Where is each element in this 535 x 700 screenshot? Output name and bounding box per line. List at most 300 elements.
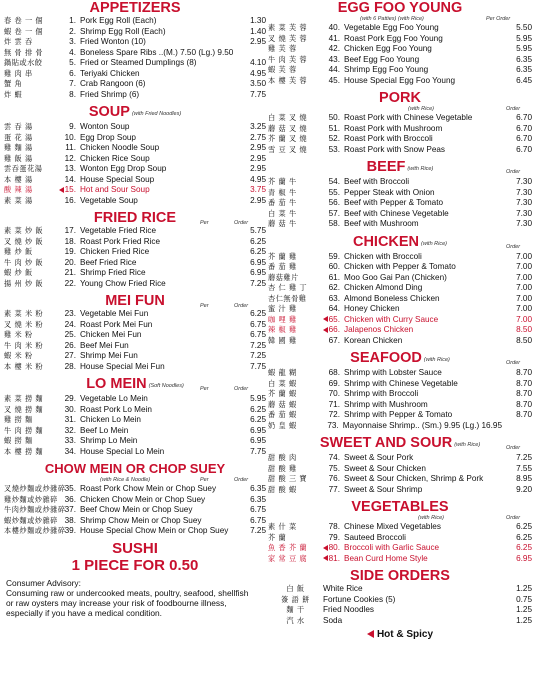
chinese-name: 雞 米 粉 <box>4 330 33 339</box>
menu-item <box>4 526 266 537</box>
item-number <box>52 79 80 90</box>
menu-item <box>4 405 266 416</box>
menu-item <box>4 48 266 59</box>
item-price: 7.30 <box>516 198 532 207</box>
vegetables-title-text: VEGETABLES <box>351 499 449 515</box>
mei-fun-col-per: Per <box>200 303 209 309</box>
item-number <box>316 44 344 55</box>
item-name: Roast Pork Fried Rice <box>80 236 161 246</box>
menu-item <box>268 188 532 199</box>
item-name: Chicken Fried Rice <box>80 247 150 256</box>
menu-item <box>268 616 532 627</box>
lo-mein-subtitle: (Soft Noodles) <box>148 383 184 389</box>
item-number <box>315 421 343 432</box>
item-number-text: 80. <box>328 543 340 552</box>
menu-item <box>4 237 266 248</box>
item-number <box>316 124 344 135</box>
left-column <box>4 0 266 618</box>
item-number-text: 73. <box>327 420 339 430</box>
lo-mein-title <box>4 376 266 394</box>
item-price: 7.25 <box>250 351 266 360</box>
item-number-text: 25. <box>64 330 76 339</box>
item-price: 6.35 <box>516 65 532 74</box>
menu-item <box>268 605 532 616</box>
item-number-text: 71. <box>328 399 340 409</box>
item-number-text: 26. <box>64 340 76 350</box>
item-name: Chicken Egg Foo Young <box>344 44 432 53</box>
item-price: 3.25 <box>250 122 266 131</box>
seafood-list <box>268 368 532 431</box>
menu-item <box>4 143 266 154</box>
item-name: Honey Chicken <box>344 304 400 313</box>
item-name: Shrimp Lo Mein <box>80 436 138 445</box>
chicken-subtitle: (with Rice) <box>421 240 448 247</box>
item-number <box>316 252 344 263</box>
item-number-text: 30. <box>64 404 76 414</box>
menu-item <box>4 196 266 207</box>
soup-subtitle: (with Fried Noodles) <box>131 111 182 117</box>
item-price: 7.25 <box>250 278 266 288</box>
item-name: Vegetable Fried Rice <box>80 226 157 235</box>
item-number <box>52 505 80 516</box>
item-number <box>316 273 344 284</box>
item-number-text: 41. <box>328 33 340 43</box>
item-number <box>52 226 80 237</box>
item-price: 2.95 <box>250 195 266 205</box>
menu-item <box>268 584 532 595</box>
item-name: Chicken Noodle Soup <box>80 143 160 152</box>
menu-item <box>4 90 266 101</box>
chinese-name: 蘑 菇 牛 <box>268 219 297 228</box>
item-price: 8.70 <box>516 410 532 419</box>
chinese-name: 本 樓 湯 <box>4 174 33 184</box>
item-price: 6.35 <box>516 54 532 64</box>
item-price: 7.00 <box>516 293 532 303</box>
menu-item <box>4 426 266 437</box>
item-price: 1.25 <box>516 584 532 593</box>
item-price: 6.25 <box>250 309 266 318</box>
chinese-name: 素 菜 撈 麵 <box>4 394 44 403</box>
item-number <box>52 258 80 269</box>
item-number <box>52 447 80 458</box>
item-number <box>316 65 344 76</box>
menu-item <box>268 368 532 379</box>
item-name: Jalapenos Chicken <box>344 325 414 334</box>
item-price: 6.25 <box>516 532 532 542</box>
item-number-text: 33. <box>64 436 76 445</box>
egg-foo-young-list <box>268 23 532 86</box>
item-number-text: 13. <box>64 164 76 173</box>
item-number-text: 18. <box>64 236 76 246</box>
chinese-name: 蝦 芙 蓉 <box>268 65 297 74</box>
item-price: 7.00 <box>516 272 532 282</box>
menu-item <box>4 362 266 373</box>
menu-item <box>4 185 266 196</box>
item-price: 7.30 <box>516 208 532 218</box>
chinese-name: 奶 皇 蝦 <box>268 420 297 430</box>
item-number-text: 23. <box>64 309 76 318</box>
item-number <box>316 34 344 45</box>
item-number <box>316 23 344 34</box>
chinese-name: 甜 酸 蝦 <box>268 484 297 494</box>
chow-mein-subtitle: (with Rice & Noodle) <box>100 477 151 483</box>
appetizers-title: APPETIZERS <box>89 0 181 16</box>
sweet-sour-subtitle: (with Rice) <box>454 442 481 448</box>
item-price: 6.95 <box>250 425 266 435</box>
chinese-name: 雞 飯 湯 <box>4 153 33 163</box>
item-number-text: 61. <box>328 272 340 282</box>
item-number <box>52 394 80 405</box>
item-name: Almond Boneless Chicken <box>344 293 440 303</box>
menu-item <box>268 294 532 305</box>
item-number-text: 11. <box>65 143 76 152</box>
menu-item <box>4 164 266 175</box>
item-price: 3.75 <box>250 185 266 194</box>
item-name: Chicken with Pepper & Tomato <box>344 262 456 271</box>
item-number <box>316 209 344 220</box>
chinese-name: 蛋 花 湯 <box>4 132 33 142</box>
item-name: Beef Lo Mein <box>80 425 129 435</box>
menu-item <box>268 522 532 533</box>
item-number <box>316 283 344 294</box>
item-price: 8.70 <box>516 368 532 377</box>
menu-item <box>268 273 532 284</box>
item-number-text: 28. <box>64 361 76 371</box>
item-number-text: 16. <box>64 195 76 205</box>
item-number-text: 35. <box>64 484 76 493</box>
chinese-name: 杏仁無骨雞 <box>268 293 307 303</box>
item-price: 5.95 <box>250 394 266 403</box>
menu-item <box>268 145 532 156</box>
item-name: Shrimp Chow Mein or Chop Suey <box>80 515 202 525</box>
item-number-text: 59. <box>328 251 340 261</box>
item-price: 6.35 <box>250 494 266 504</box>
item-name: Sweet & Sour Chicken <box>344 463 426 473</box>
item-number-text: 29. <box>64 394 76 403</box>
item-number <box>52 164 80 175</box>
item-number <box>316 389 344 400</box>
item-name: Chicken Almond Ding <box>344 283 423 292</box>
item-price: 6.70 <box>516 123 532 133</box>
menu-item <box>268 209 532 220</box>
item-number <box>316 379 344 390</box>
item-price: 7.75 <box>250 446 266 456</box>
item-number <box>52 27 80 38</box>
item-number <box>52 526 80 537</box>
chinese-name: 雲吞蛋花湯 <box>4 164 43 173</box>
chinese-name: 春 卷 一 個 <box>4 16 44 25</box>
item-price: 6.75 <box>250 505 266 514</box>
item-name: Chicken Mei Fun <box>80 330 142 339</box>
chinese-name: 芥 蘭 <box>268 532 287 542</box>
item-name: Vegetable Lo Mein <box>80 394 148 403</box>
chinese-name: 家 常 豆 腐 <box>268 553 308 563</box>
item-number <box>52 495 80 506</box>
item-number-text: 8. <box>69 89 76 99</box>
chicken-col-order: Order <box>506 243 521 250</box>
item-name: House Special Egg Foo Young <box>344 75 456 85</box>
item-price: 6.25 <box>250 236 266 246</box>
chinese-name: 叉 燒 撈 麵 <box>4 404 44 414</box>
item-price: 6.25 <box>250 415 266 424</box>
chinese-name: 汽 水 <box>286 615 305 625</box>
item-name: Sweet & Sour Chicken, Shrimp & Pork <box>344 474 484 483</box>
chow-mein-list <box>4 484 266 537</box>
item-number <box>52 436 80 447</box>
chicken-title <box>268 234 532 252</box>
item-price: 5.50 <box>516 23 532 32</box>
chinese-name: 蘑菇雞片 <box>268 272 299 282</box>
item-number-text: 6. <box>69 68 76 78</box>
item-number <box>52 405 80 416</box>
lo-mein-list <box>4 394 266 457</box>
item-number <box>316 485 344 496</box>
item-number <box>316 325 344 336</box>
menu-item <box>4 484 266 495</box>
item-number-text: 52. <box>328 134 340 143</box>
right-column <box>268 0 532 641</box>
menu-item <box>268 198 532 209</box>
item-name: Egg Drop Soup <box>80 132 136 142</box>
chinese-name: 雞 麵 湯 <box>4 143 33 152</box>
chinese-name: 白 菜 牛 <box>268 208 297 218</box>
item-number-text: 67. <box>328 335 340 345</box>
item-price: 7.30 <box>516 177 532 186</box>
item-number <box>316 113 344 124</box>
item-price: 4.10 <box>250 58 266 67</box>
item-number-text: 12. <box>64 153 76 163</box>
item-price: 6.25 <box>516 543 532 552</box>
item-name: Shrimp Fried Rice <box>80 268 146 277</box>
item-name: Soda <box>323 615 343 625</box>
chinese-name: 牛 肉 撈 麵 <box>4 425 44 435</box>
item-number-text: 2. <box>69 26 76 36</box>
chinese-name: 蜜 汁 雞 <box>268 304 297 313</box>
sweet-sour-list <box>268 453 532 495</box>
menu-item <box>268 554 532 565</box>
item-price: 7.30 <box>516 187 532 197</box>
item-number-text: 20. <box>64 257 76 267</box>
item-name: Roast Pork Egg Foo Young <box>344 33 443 43</box>
item-name: Roast Pork Lo Mein <box>80 404 152 414</box>
item-name: Shrimp Egg Foo Young <box>344 65 429 74</box>
item-price: 5.75 <box>250 226 266 235</box>
item-number-text: 9. <box>69 122 76 131</box>
hot-spicy-label: Hot & Spicy <box>376 629 434 640</box>
item-price: 1.25 <box>516 605 532 614</box>
item-name: Teriyaki Chicken <box>80 68 140 78</box>
item-number <box>52 484 80 495</box>
item-name: Boneless Spare Ribs ..(M.) 7.50 (Lg.) 9.50 <box>80 47 234 57</box>
menu-item <box>268 421 532 432</box>
item-number <box>52 90 80 101</box>
menu-item <box>268 453 532 464</box>
chinese-name: 麵 干 <box>286 605 305 614</box>
item-price: 7.00 <box>516 304 532 313</box>
item-price: 6.25 <box>250 247 266 256</box>
chinese-name: 素 什 菜 <box>268 522 297 531</box>
mei-fun-col-order: Order <box>234 303 249 309</box>
menu-item <box>268 134 532 145</box>
item-number <box>52 330 80 341</box>
menu-item <box>268 55 532 66</box>
menu-item <box>4 258 266 269</box>
item-price: 5.95 <box>516 44 532 53</box>
chinese-name: 酸 辣 湯 <box>4 185 33 194</box>
item-price: 6.70 <box>516 113 532 122</box>
item-number-text: 62. <box>328 283 340 292</box>
item-number-text: 21. <box>64 268 76 277</box>
chinese-name: 芥 蘭 牛 <box>268 177 297 186</box>
chow-mein-header-row <box>4 477 266 484</box>
item-price: 2.95 <box>250 37 266 46</box>
item-number <box>316 543 344 554</box>
menu-item <box>4 16 266 27</box>
item-number <box>316 464 344 475</box>
item-number-text: 4. <box>69 47 76 57</box>
item-name: House Special Lo Mein <box>80 446 165 456</box>
item-name: Shrimp Egg Roll (Each) <box>80 26 166 36</box>
fried-rice-list <box>4 226 266 289</box>
sushi-heading: SUSHI <box>112 539 158 557</box>
item-price: 2.75 <box>250 132 266 142</box>
chinese-name: 雞炒麵或炒雜碎 <box>4 494 58 504</box>
menu-item <box>268 400 532 411</box>
sweet-sour-title-text: SWEET AND SOUR <box>319 435 453 451</box>
pork-header-row <box>268 106 532 113</box>
item-number <box>52 415 80 426</box>
menu-item <box>268 304 532 315</box>
item-number-text: 76. <box>328 474 340 483</box>
menu-item <box>4 69 266 80</box>
chinese-name: 蘑 菇 叉 燒 <box>268 123 308 133</box>
item-number-text: 34. <box>64 446 76 456</box>
advisory-line-1: Consuming raw or undercooked meats, poultry, seafood, shellfish <box>6 587 249 598</box>
chinese-name: 白 菜 蝦 <box>268 378 297 388</box>
chinese-name: 蟹 角 <box>4 79 23 88</box>
item-name: Shrimp with Pepper & Tomato <box>344 410 453 419</box>
fried-rice-title-text: FRIED RICE <box>93 210 177 226</box>
chicken-list <box>268 252 532 347</box>
chinese-name: 辣 椒 雞 <box>268 325 297 334</box>
item-number <box>52 133 80 144</box>
chinese-name: 蝦 米 粉 <box>4 351 33 360</box>
item-number-text: 79. <box>328 532 340 542</box>
beef-subtitle: (with Rice) <box>407 166 434 172</box>
beef-title <box>268 159 532 177</box>
item-name: Sweet & Sour Shrimp <box>344 484 423 494</box>
item-number <box>316 522 344 533</box>
fried-rice-col-order: Order <box>234 220 249 226</box>
item-number-text: 43. <box>328 54 340 64</box>
item-number <box>52 69 80 80</box>
item-name: House Special Mei Fun <box>80 361 165 371</box>
hot-pepper-icon <box>323 555 328 561</box>
pork-list <box>268 113 532 155</box>
sushi-offer: 1 PIECE FOR 0.50 <box>71 556 199 574</box>
item-number <box>52 268 80 279</box>
menu-item <box>4 133 266 144</box>
item-number <box>52 341 80 352</box>
menu-item <box>4 447 266 458</box>
item-name: Chicken with Curry Sauce <box>344 314 439 324</box>
item-name: Beef Fried Rice <box>80 257 137 267</box>
item-number-text: 19. <box>64 247 76 256</box>
item-name: Wonton Egg Drop Soup <box>80 164 167 173</box>
chinese-name: 無 骨 排 骨 <box>4 47 44 57</box>
item-number-text: 10. <box>64 132 76 142</box>
menu-item <box>4 436 266 447</box>
menu-item <box>268 283 532 294</box>
item-name: Fried Shrimp (6) <box>80 89 140 99</box>
item-price: 8.50 <box>516 325 532 334</box>
seafood-col-order: Order <box>506 360 521 366</box>
appetizers-list <box>4 16 266 100</box>
menu-item <box>268 252 532 263</box>
hot-pepper-icon <box>323 545 328 551</box>
chinese-name: 番 茄 蝦 <box>268 410 297 419</box>
lo-mein-col-order: Order <box>234 386 249 392</box>
menu-item <box>268 76 532 87</box>
item-number-text: 51. <box>328 123 340 133</box>
item-number-text: 77. <box>328 484 340 494</box>
item-name: Roast Pork Chow Mein or Chop Suey <box>80 484 217 493</box>
item-number <box>316 336 344 347</box>
chinese-name: 白 飯 <box>286 584 305 593</box>
item-name: Chinese Mixed Vegetables <box>344 522 441 531</box>
menu-item <box>268 177 532 188</box>
item-price: 6.75 <box>250 319 266 329</box>
item-number-text: 27. <box>64 351 76 360</box>
item-name: Chicken Rice Soup <box>80 153 150 163</box>
item-number <box>52 175 80 186</box>
chinese-name: 炸 蝦 <box>4 89 23 99</box>
sweet-sour-title <box>268 435 532 453</box>
item-number-text: 66. <box>328 325 340 334</box>
item-number-text: 60. <box>328 262 340 271</box>
item-name: Shrimp Mei Fun <box>80 351 138 360</box>
menu-item <box>4 58 266 69</box>
item-number <box>316 219 344 230</box>
item-name: Roast Pork Mei Fun <box>80 319 153 329</box>
item-number <box>316 198 344 209</box>
item-name: Chicken Lo Mein <box>80 415 141 424</box>
chinese-name: 芥 蘭 叉 燒 <box>268 134 308 143</box>
chinese-name: 本 樓 芙 蓉 <box>268 75 308 85</box>
menu-item <box>268 410 532 421</box>
item-number-text: 38. <box>64 515 76 525</box>
beef-list <box>268 177 532 230</box>
item-number <box>52 362 80 373</box>
item-number <box>52 16 80 27</box>
item-price: 1.25 <box>516 615 532 625</box>
item-price: 6.70 <box>516 134 532 143</box>
chinese-name: 叉燒炒麵或炒雜碎 <box>4 484 66 493</box>
item-number-text: 56. <box>328 198 340 207</box>
item-number-text: 70. <box>328 389 340 398</box>
item-name: Beef with Mushroom <box>344 219 419 228</box>
chinese-name: 蝦 撈 麵 <box>4 436 33 445</box>
chinese-name: 簽 語 餅 <box>281 594 310 604</box>
chinese-name: 鍋貼或水餃 <box>4 58 43 67</box>
menu-item <box>268 464 532 475</box>
menu-item <box>4 320 266 331</box>
item-number <box>316 554 344 565</box>
item-number <box>316 145 344 156</box>
item-number-text: 57. <box>328 208 340 218</box>
chinese-name: 雞 炒 飯 <box>4 247 33 256</box>
mei-fun-title-text: MEI FUN <box>105 293 165 309</box>
